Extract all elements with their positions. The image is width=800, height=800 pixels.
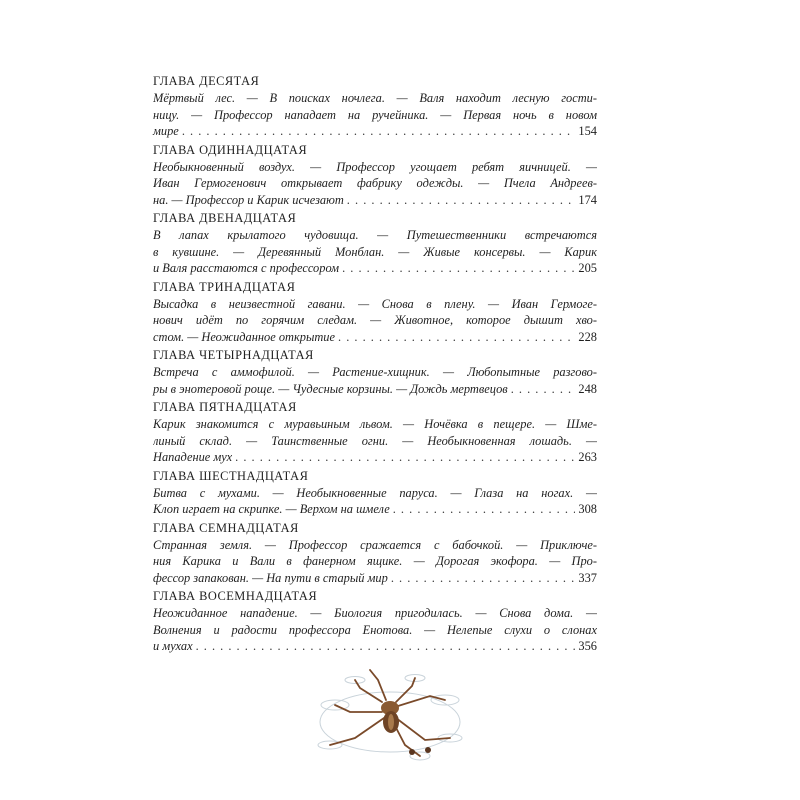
description-line: Высадка в неизвестной гавани. — Снова в плену. — Иван Гермоге- xyxy=(153,296,597,311)
description-last-line xyxy=(153,123,597,140)
description-last-line xyxy=(153,260,597,277)
chapter-description xyxy=(153,605,597,655)
chapter-title: ГЛАВА СЕМНАДЦАТАЯ xyxy=(153,520,299,535)
chapter-title: ГЛАВА ОДИННАДЦАТАЯ xyxy=(153,142,308,157)
page-number: 248 xyxy=(578,381,597,396)
description-line: ры в энотеровой роще. — Чудесные корзины. — Дождь мертвецов xyxy=(153,381,508,396)
description-line: Волнения и радости профессора Енотова. — Нелепые слухи о слонах xyxy=(153,622,597,637)
description-last-line xyxy=(153,570,597,587)
spider-on-water-icon xyxy=(300,660,480,770)
dot-leader xyxy=(196,638,576,655)
description-line: и мухах xyxy=(153,639,193,653)
description-line: Встреча с аммофилой. — Растение-хищник. — Любопытные разгово- xyxy=(153,365,597,379)
page-number: 228 xyxy=(578,329,597,344)
page-number: 308 xyxy=(578,502,597,516)
dot-leader xyxy=(347,192,576,209)
description-last-line xyxy=(153,501,597,518)
description-line: Иван Гермогенович открывает фабрику одежды. — Пчела Андреев- xyxy=(153,176,597,190)
chapter-description xyxy=(153,537,597,587)
table-of-contents xyxy=(153,72,597,657)
chapter-title: ГЛАВА ВОСЕМНАДЦАТАЯ xyxy=(153,589,318,603)
description-line: ницу. — Профессор нападает на ручейника. — Первая ночь в новом xyxy=(153,107,597,122)
description-last-line xyxy=(153,449,597,466)
description-line: Нападение мух xyxy=(153,450,233,464)
description-line: Клоп играет на скрипке. — Верхом на шмеле xyxy=(153,502,390,516)
chapter-title: ГЛАВА ДВЕНАДЦАТАЯ xyxy=(153,211,297,225)
description-line: Мёртвый лес. — В поисках ночлега. — Валя находит лесную гости- xyxy=(153,91,597,105)
description-line: Битва с мухами. — Необыкновенные паруса. — Глаза на ногах. — xyxy=(153,485,597,500)
chapter-description xyxy=(153,90,597,140)
toc-entry[interactable] xyxy=(153,588,597,655)
description-line: линый склад. — Таинственные огни. — Необыкновенная лошадь. — xyxy=(153,433,597,448)
chapter-title: ГЛАВА ЧЕТЫРНАДЦАТАЯ xyxy=(153,348,314,362)
page-number: 174 xyxy=(578,192,597,207)
description-line: ния Карика и Вали в фанерном ящике. — Дорогая экофора. — Про- xyxy=(153,554,597,568)
chapter-description xyxy=(153,227,597,277)
description-line: нович идёт по горячим следам. — Животное, которое дышит хво- xyxy=(153,313,597,327)
toc-entry[interactable] xyxy=(153,210,597,277)
page-number: 263 xyxy=(578,450,597,464)
page-number: 356 xyxy=(578,639,597,653)
chapter-description xyxy=(153,296,597,346)
description-last-line xyxy=(153,192,597,209)
page-number: 205 xyxy=(578,261,597,275)
chapter-title: ГЛАВА ШЕСТНАДЦАТАЯ xyxy=(153,468,309,483)
chapter-description xyxy=(153,364,597,397)
dot-leader xyxy=(511,381,576,398)
dot-leader xyxy=(393,501,576,518)
description-line: Странная земля. — Профессор сражается с бабочкой. — Приключе- xyxy=(153,537,597,552)
dot-leader xyxy=(338,329,575,346)
description-line: Карик знакомится с муравьиным львом. — Ночёвка в пещере. — Шме- xyxy=(153,417,597,431)
dot-leader xyxy=(391,570,576,587)
dot-leader xyxy=(235,449,575,466)
description-line: Неожиданное нападение. — Биология пригодилась. — Снова дома. — xyxy=(153,606,597,620)
description-line: Необыкновенный воздух. — Профессор угощает ребят яичницей. — xyxy=(153,159,597,174)
description-line: мире xyxy=(153,124,179,138)
toc-entry[interactable] xyxy=(153,347,597,397)
chapter-description xyxy=(153,159,597,209)
description-last-line xyxy=(153,638,597,655)
toc-entry[interactable] xyxy=(153,142,597,209)
description-line: фессор запакован. — На пути в старый мир xyxy=(153,570,388,585)
description-line: стом. — Неожиданное открытие xyxy=(153,329,335,344)
dot-leader xyxy=(342,260,575,277)
description-line: В лапах крылатого чудовища. — Путешественники встречаются xyxy=(153,228,597,242)
chapter-description xyxy=(153,485,597,518)
description-line: и Валя расстаются с профессором xyxy=(153,261,340,275)
dot-leader xyxy=(182,123,576,140)
description-last-line xyxy=(153,329,597,346)
chapter-description xyxy=(153,416,597,466)
chapter-title: ГЛАВА ДЕСЯТАЯ xyxy=(153,74,260,88)
toc-entry[interactable] xyxy=(153,73,597,140)
toc-entry[interactable] xyxy=(153,520,597,587)
toc-entry[interactable] xyxy=(153,399,597,466)
page-number: 337 xyxy=(578,570,597,585)
description-line: на. — Профессор и Карик исчезают xyxy=(153,192,344,207)
page-number: 154 xyxy=(578,124,597,138)
toc-entry[interactable] xyxy=(153,279,597,346)
chapter-title: ГЛАВА ТРИНАДЦАТАЯ xyxy=(153,279,296,294)
description-last-line xyxy=(153,381,597,398)
description-line: в кувшине. — Деревянный Монблан. — Живые консервы. — Карик xyxy=(153,244,597,259)
toc-entry[interactable] xyxy=(153,468,597,518)
chapter-title: ГЛАВА ПЯТНАДЦАТАЯ xyxy=(153,400,297,414)
